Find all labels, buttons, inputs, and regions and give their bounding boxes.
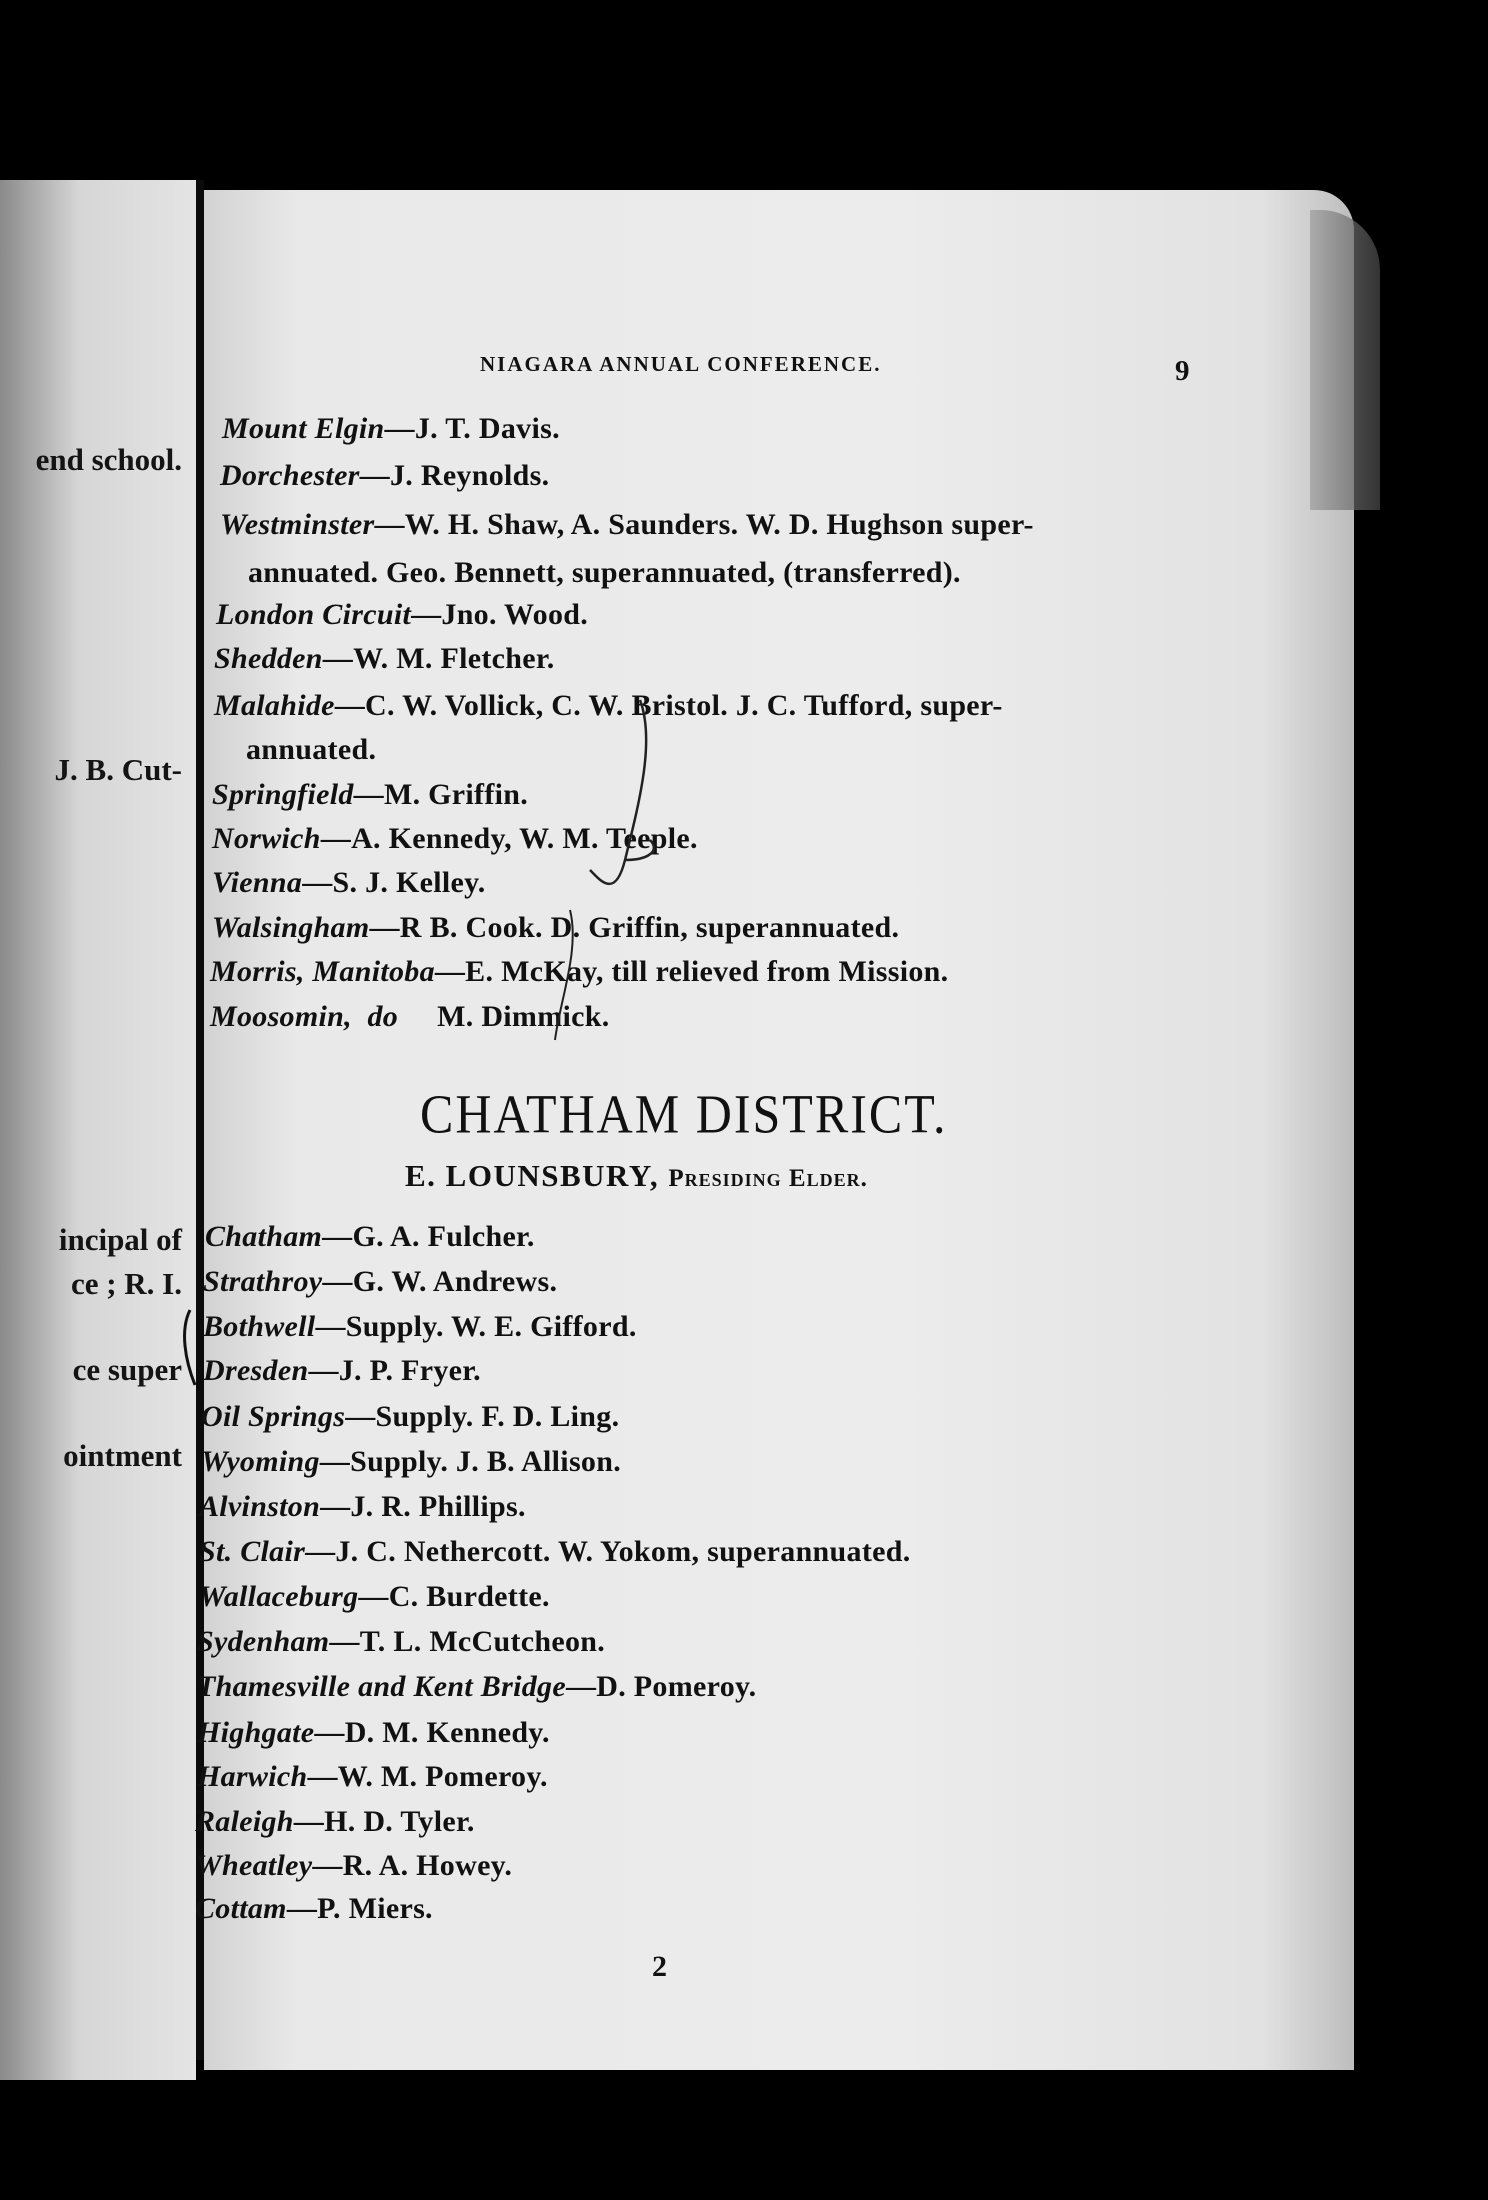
- entry-text: —J. C. Nethercott. W. Yokom, superannuated.: [305, 1535, 911, 1568]
- left-fragment: ointment: [63, 1438, 182, 1473]
- district-title: CHATHAM DISTRICT.: [420, 1083, 948, 1145]
- entry-place: Thamesville and Kent Bridge: [197, 1670, 566, 1703]
- entry-text: —A. Kennedy, W. M. Teeple.: [320, 822, 698, 855]
- entry-text: —D. M. Kennedy.: [314, 1716, 550, 1749]
- entry-place: Wyoming: [201, 1445, 320, 1478]
- entry-text: —S. J. Kelley.: [302, 866, 486, 899]
- entry-text: —G. A. Fulcher.: [322, 1220, 535, 1253]
- entry-text: —M. Griffin.: [353, 778, 529, 811]
- entry-place: London Circuit: [216, 598, 412, 631]
- entry-text: —W. M. Pomeroy.: [307, 1760, 548, 1793]
- entry-place: Harwich: [197, 1760, 308, 1793]
- entry-place: Bothwell: [203, 1310, 316, 1343]
- entry-text: —Supply. J. B. Allison.: [319, 1445, 621, 1478]
- entry-text: —Supply. F. D. Ling.: [345, 1400, 620, 1433]
- entry-text: —P. Miers.: [286, 1892, 433, 1925]
- entry-place: Oil Springs: [201, 1400, 346, 1433]
- entry-place: Dresden: [203, 1354, 309, 1387]
- elder-title: Presiding Elder.: [668, 1165, 868, 1192]
- entry-text: —H. D. Tyler.: [293, 1805, 475, 1838]
- entry-place: Walsingham: [212, 911, 370, 944]
- entry-text: —Supply. W. E. Gifford.: [315, 1310, 637, 1343]
- left-fragment: ce ; R. I.: [70, 1266, 182, 1301]
- left-fragment: incipal of: [58, 1222, 182, 1257]
- left-fragment: J. B. Cut-: [54, 752, 182, 787]
- entry-text: —T. L. McCutcheon.: [329, 1625, 606, 1658]
- entry-place: Highgate: [197, 1716, 315, 1749]
- left-fragment: end school.: [35, 442, 182, 477]
- entry-place: Malahide: [214, 689, 335, 722]
- entry-place: Cottam: [195, 1892, 287, 1925]
- signature-mark: 2: [652, 1950, 667, 1983]
- entry-text: —C. Burdette.: [358, 1580, 550, 1613]
- entry-place: Shedden: [214, 642, 323, 675]
- entry-text: M. Dimmick.: [398, 1000, 610, 1033]
- entry-place: Westminster: [220, 508, 375, 541]
- entry-place: Springfield: [212, 778, 354, 811]
- entry-text: —R. A. Howey.: [312, 1849, 513, 1882]
- entry-text: —C. W. Vollick, C. W. Bristol. J. C. Tufford, super-: [334, 689, 1003, 722]
- running-title: NIAGARA ANNUAL CONFERENCE.: [480, 352, 882, 376]
- entry-place: Sydenham: [197, 1625, 330, 1658]
- entry-place: Dorchester: [220, 459, 360, 492]
- entry-text: —W. M. Fletcher.: [322, 642, 555, 675]
- entry-place: Strathroy: [203, 1265, 323, 1298]
- entry-text: —J. R. Phillips.: [320, 1490, 526, 1523]
- entry-text: —W. H. Shaw, A. Saunders. W. D. Hughson super-: [374, 508, 1034, 541]
- entry-text: —J. Reynolds.: [359, 459, 550, 492]
- entry-text: —G. W. Andrews.: [322, 1265, 558, 1298]
- entry-place: Chatham: [205, 1220, 323, 1253]
- entry-place: Raleigh: [195, 1805, 294, 1838]
- entry-place: St. Clair: [199, 1535, 306, 1568]
- entry-place: Alvinston: [199, 1490, 321, 1523]
- entry-text: annuated.: [246, 733, 377, 766]
- entry-place: Wallaceburg: [199, 1580, 359, 1613]
- entry-place: Vienna: [212, 866, 303, 899]
- entry-place: Wheatley: [195, 1849, 313, 1882]
- page-number: 9: [1175, 355, 1190, 387]
- entry-place: Morris, Manitoba: [210, 955, 435, 988]
- entry-text: —E. McKay, till relieved from Mission.: [434, 955, 949, 988]
- entry-place: Norwich: [212, 822, 321, 855]
- entry-place: Mount Elgin: [222, 412, 385, 445]
- entry-text: —Jno. Wood.: [411, 598, 589, 631]
- entry-text: —R B. Cook. D. Griffin, superannuated.: [369, 911, 900, 944]
- entry-text: annuated. Geo. Bennett, superannuated, (transferred).: [248, 556, 961, 589]
- entry-place: Moosomin, do: [210, 1000, 399, 1033]
- entry-text: —J. T. Davis.: [384, 412, 560, 445]
- left-fragment: ce super: [72, 1352, 182, 1387]
- entry-text: —J. P. Fryer.: [308, 1354, 481, 1387]
- elder-name: E. LOUNSBURY,: [405, 1158, 660, 1193]
- entry-text: —D. Pomeroy.: [565, 1670, 757, 1703]
